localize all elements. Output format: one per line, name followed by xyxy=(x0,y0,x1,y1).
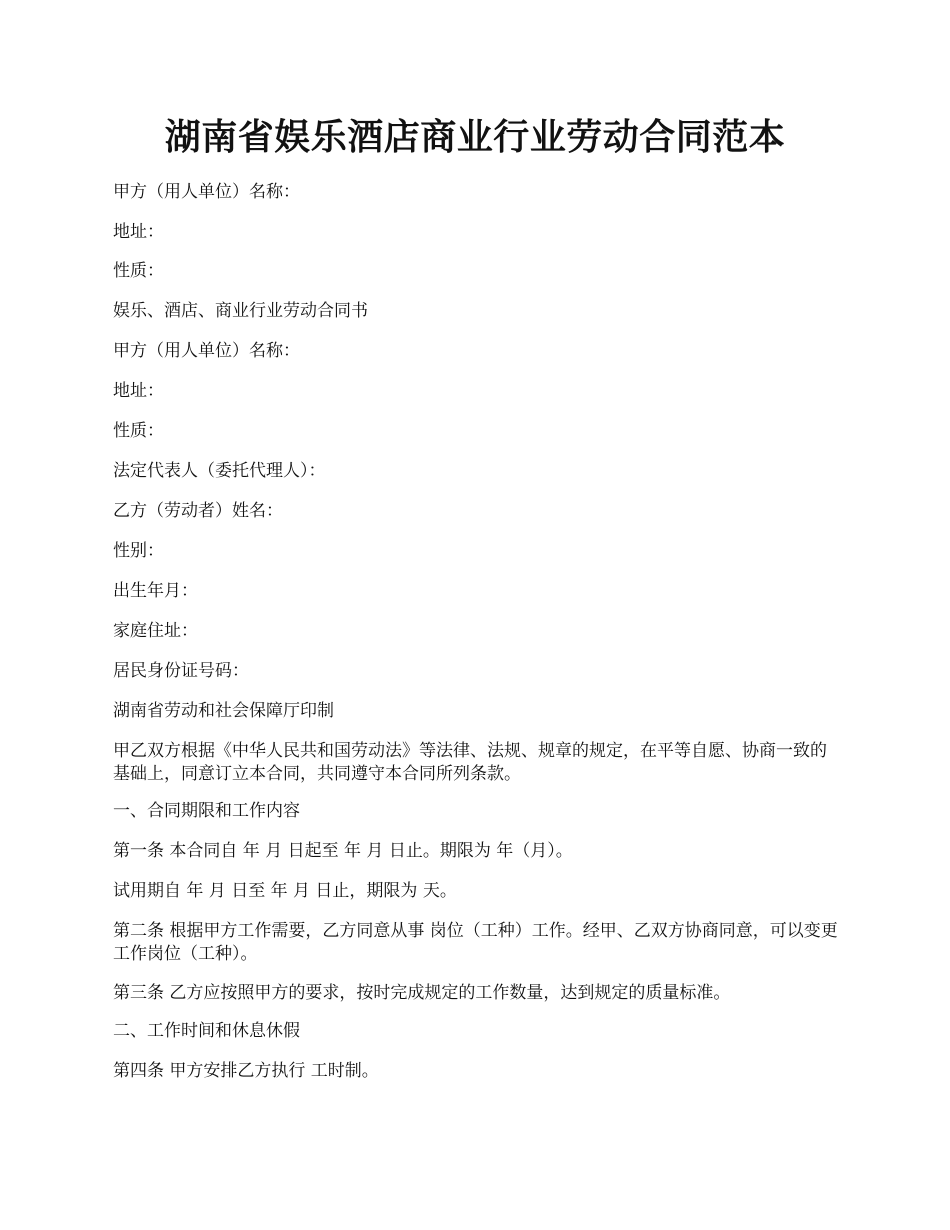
party-a-name-line-2: 甲方（用人单位）名称： xyxy=(113,341,300,361)
party-b-name-line: 乙方（劳动者）姓名： xyxy=(113,501,283,521)
document-title: 湖南省娱乐酒店商业行业劳动合同范本 xyxy=(164,116,786,158)
party-a-address-line-2: 地址： xyxy=(113,381,164,401)
legal-representative-line: 法定代表人（委托代理人）： xyxy=(113,461,326,481)
section-heading-term: 一、合同期限和工作内容 xyxy=(113,801,300,821)
preamble-paragraph: 甲乙双方根据《中华人民共和国劳动法》等法律、法规、规章的规定，在平等自愿、协商一致的基础上，同意订立本合同，共同遵守本合同所列条款。 xyxy=(113,741,827,784)
party-b-home-address-line: 家庭住址： xyxy=(113,621,198,641)
party-b-id-number-line: 居民身份证号码： xyxy=(113,661,249,681)
article-4: 第四条 甲方安排乙方执行 工时制。 xyxy=(113,1061,379,1081)
article-1: 第一条 本合同自 年 月 日起至 年 月 日止。期限为 年（月）。 xyxy=(113,841,573,861)
probation-line: 试用期自 年 月 日至 年 月 日止，期限为 天。 xyxy=(113,881,457,901)
publisher-line: 湖南省劳动和社会保障厅印制 xyxy=(113,701,334,721)
article-2: 第二条 根据甲方工作需要，乙方同意从事 岗位（工种）工作。经甲、乙双方协商同意，可以变更工作岗位（工种）。 xyxy=(113,921,838,964)
contract-subtitle: 娱乐、酒店、商业行业劳动合同书 xyxy=(113,301,368,321)
party-a-address-line: 地址： xyxy=(113,222,164,242)
party-a-nature-line: 性质： xyxy=(113,261,164,281)
party-b-birth-line: 出生年月： xyxy=(113,581,198,601)
party-a-nature-line-2: 性质： xyxy=(113,421,164,441)
party-b-gender-line: 性别： xyxy=(113,541,164,561)
article-3: 第三条 乙方应按照甲方的要求，按时完成规定的工作数量，达到规定的质量标准。 xyxy=(113,983,731,1003)
party-a-name-line: 甲方（用人单位）名称： xyxy=(113,182,300,202)
section-heading-hours: 二、工作时间和休息休假 xyxy=(113,1021,300,1041)
